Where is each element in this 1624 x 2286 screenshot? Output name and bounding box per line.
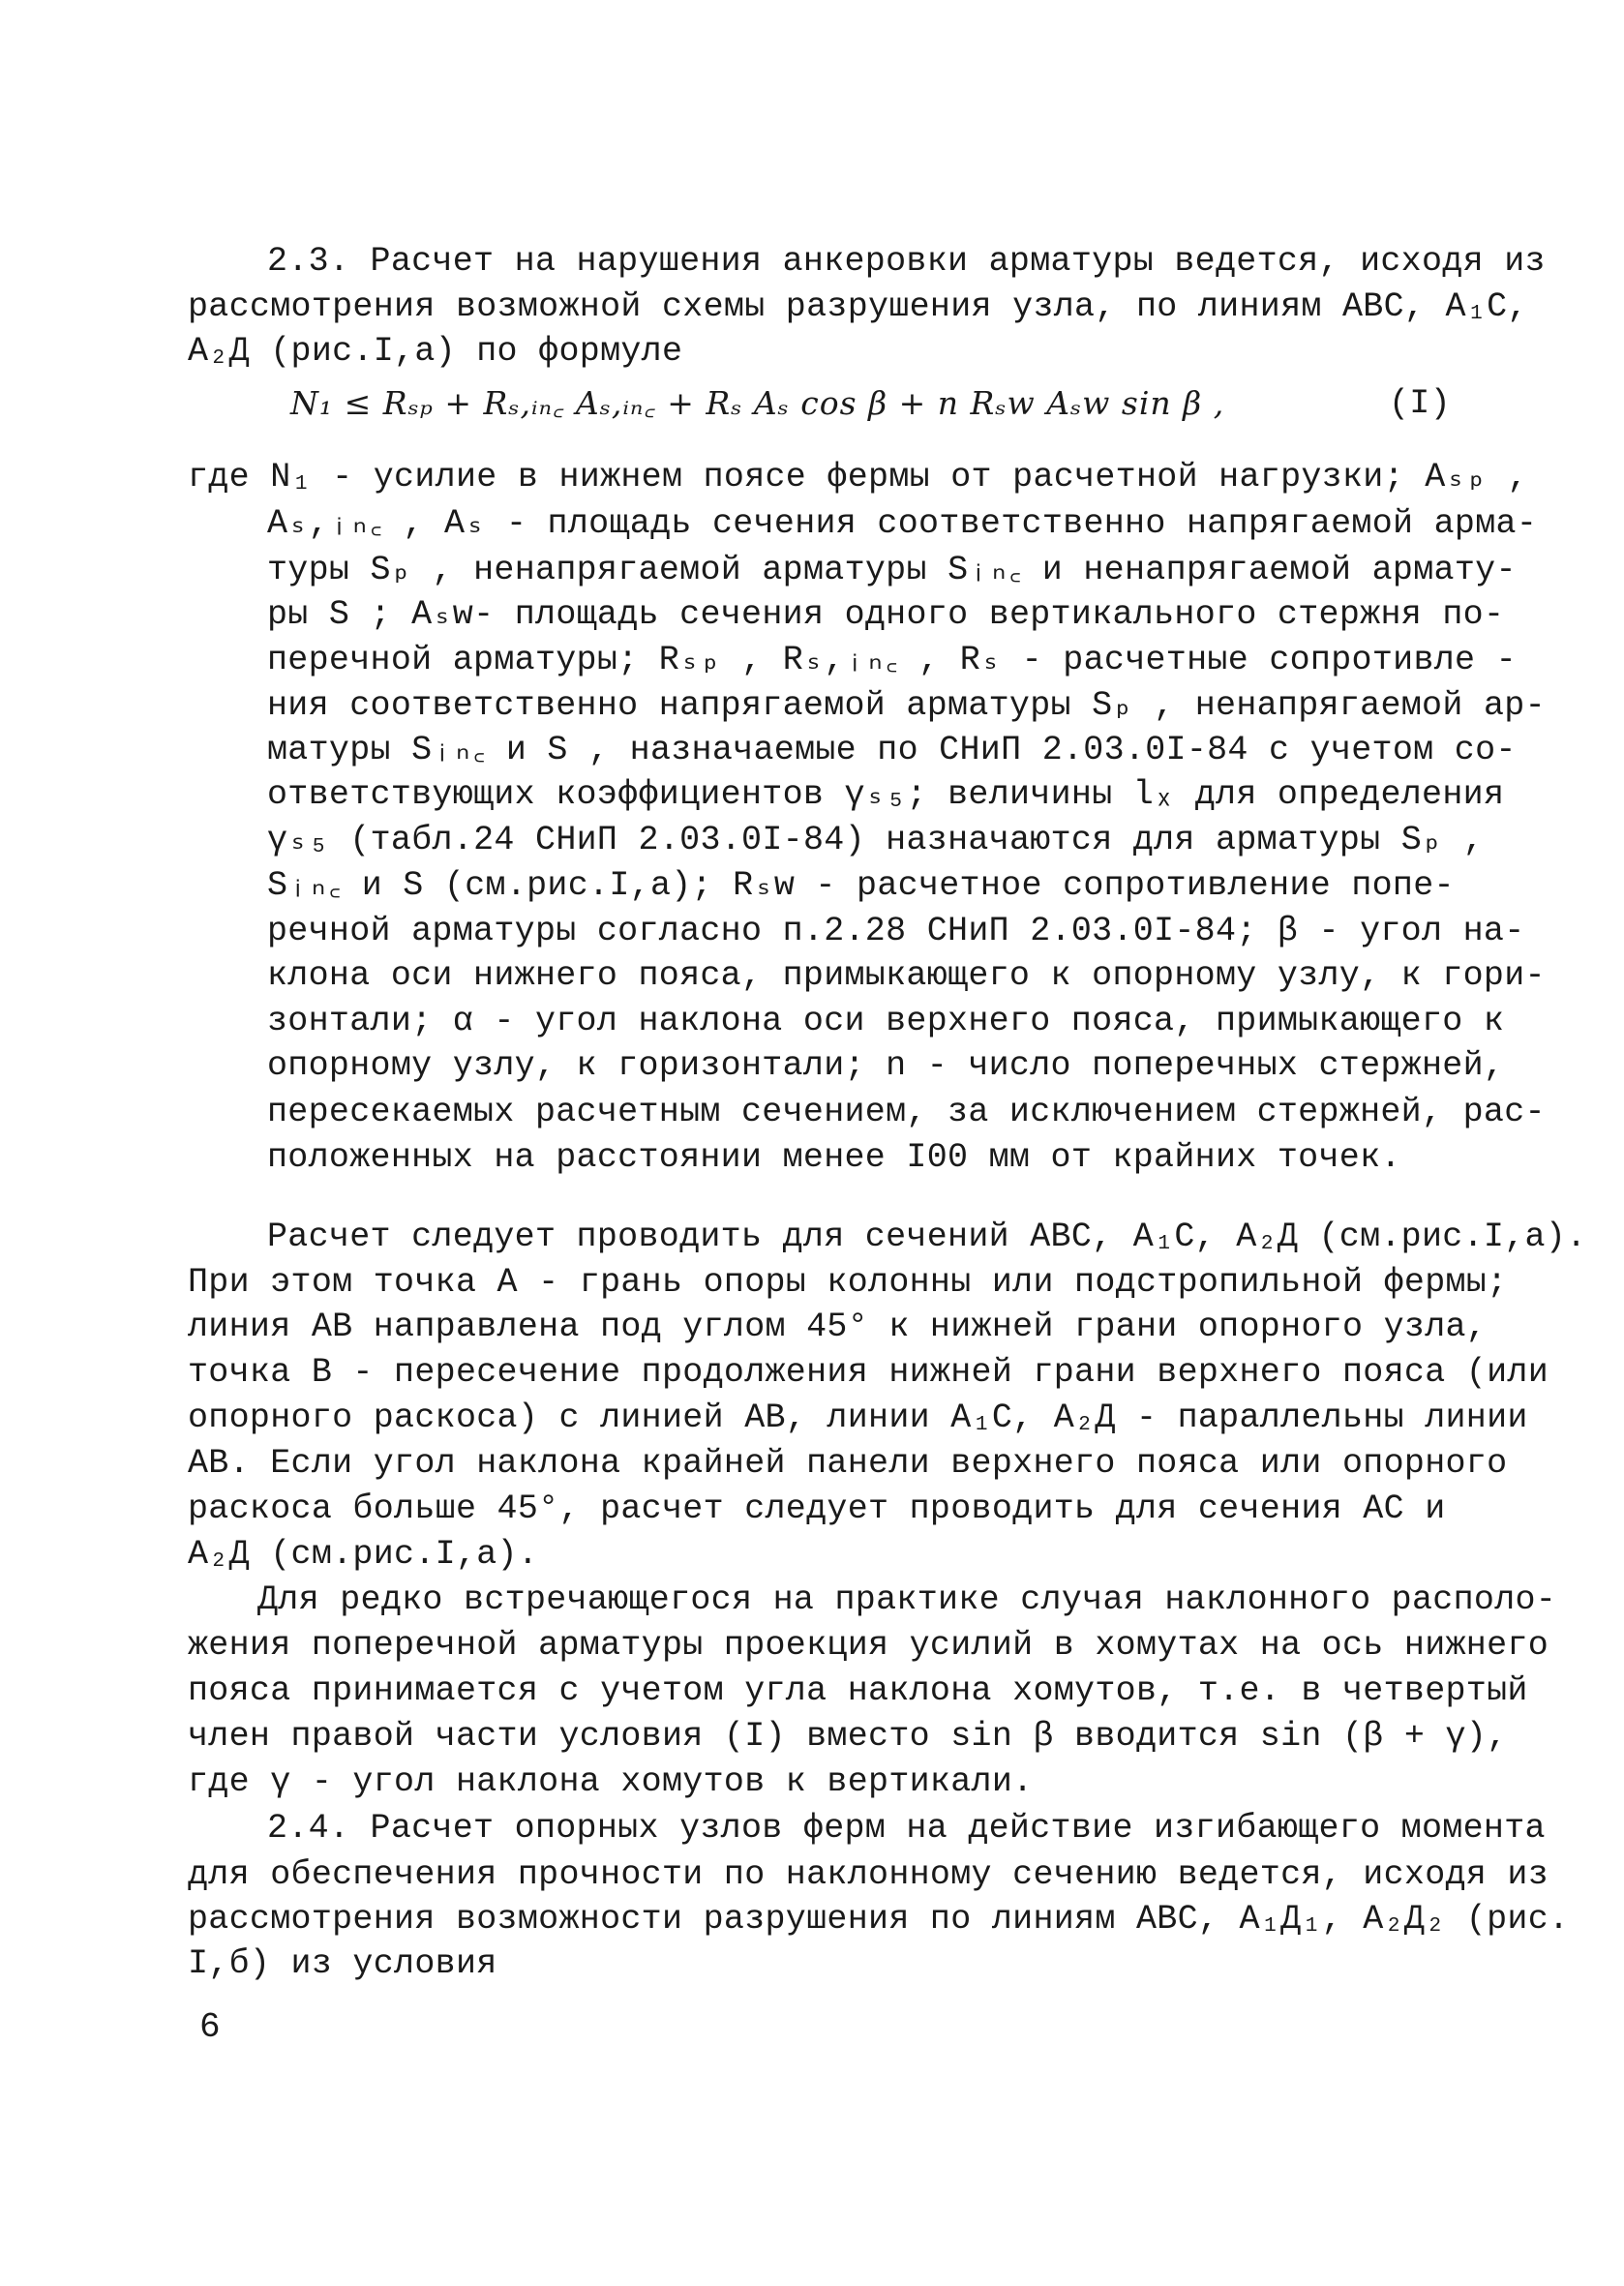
paragraph-2-line-9: γₛ₅ (табл.24 СНиП 2.03.0I-84) назначаются для арматуры Sₚ , <box>267 821 1485 859</box>
paragraph-5-line-4: I,б) из условия <box>188 1944 497 1983</box>
paragraph-2-line-14: опорному узлу, к горизонтали; n - число поперечных стержней, <box>267 1046 1505 1085</box>
paragraph-3-line-7: раскоса больше 45°, расчет следует проводить для сечения АС и <box>188 1489 1446 1528</box>
paragraph-3-line-4: точка В - пересечение продолжения нижней грани верхнего пояса (или <box>188 1353 1549 1392</box>
paragraph-5-line-3: рассмотрения возможности разрушения по линиям АВС, А₁Д₁, А₂Д₂ (рис. <box>188 1900 1570 1939</box>
paragraph-2-line-7: матуры Sᵢₙ꜀ и S , назначаемые по СНиП 2.03.0I-84 с учетом со- <box>267 731 1517 769</box>
page-number: 6 <box>199 2007 221 2047</box>
paragraph-3-line-2: При этом точка А - грань опоры колонны или подстропильной фермы; <box>188 1263 1508 1302</box>
paragraph-4-line-1: Для редко встречающегося на практике случая наклонного располо- <box>257 1580 1557 1619</box>
paragraph-4-line-5: где γ - угол наклона хомутов к вертикали. <box>188 1762 1034 1801</box>
paragraph-2-line-8: ответствующих коэффициентов γₛ₅; величины lₓ для определения <box>267 775 1505 814</box>
paragraph-3-line-3: линия АВ направлена под углом 45° к нижней грани опорного узла, <box>188 1308 1488 1346</box>
paragraph-2-line-12: клона оси нижнего пояса, примыкающего к опорному узлу, к гори- <box>267 956 1546 995</box>
paragraph-2-line-1: где N₁ - усилие в нижнем поясе фермы от расчетной нагрузки; Aₛₚ , <box>188 458 1528 496</box>
paragraph-2-line-15: пересекаемых расчетным сечением, за исключением стержней, рас- <box>267 1093 1546 1131</box>
paragraph-3-line-1: Расчет следует проводить для сечений АВС, А₁С, А₂Д (см.рис.I,а). <box>267 1218 1587 1256</box>
paragraph-2-line-13: зонтали; α - угол наклона оси верхнего пояса, примыкающего к <box>267 1002 1505 1040</box>
formula-1: N₁ ≤ Rₛₚ + Rₛ,ᵢₙ꜀ Aₛ,ᵢₙ꜀ + Rₛ Aₛ cos β + n Rₛw Aₛw sin β , <box>290 384 1225 422</box>
paragraph-1-line-3: А₂Д (рис.I,а) по формуле <box>188 332 683 371</box>
paragraph-2-line-6: ния соответственно напрягаемой арматуры Sₚ , ненапрягаемой ар- <box>267 686 1546 725</box>
paragraph-3-line-8: А₂Д (см.рис.I,а). <box>188 1535 539 1574</box>
paragraph-2-line-10: Sᵢₙ꜀ и S (см.рис.I,а); Rₛw - расчетное сопротивление попе- <box>267 866 1455 905</box>
paragraph-5-line-2: для обеспечения прочности по наклонному сечению ведется, исходя из <box>188 1855 1549 1894</box>
paragraph-5-line-1: 2.4. Расчет опорных узлов ферм на действие изгибающего момента <box>267 1809 1546 1848</box>
paragraph-4-line-2: жения поперечной арматуры проекция усилий в хомутах на ось нижнего <box>188 1626 1549 1665</box>
paragraph-1-line-2: рассмотрения возможной схемы разрушения узла, по линиям АВС, А₁С, <box>188 287 1528 326</box>
paragraph-2-line-3: туры Sₚ , ненапрягаемой арматуры Sᵢₙ꜀ и ненапрягаемой армату- <box>267 551 1517 589</box>
paragraph-4-line-3: пояса принимается с учетом угла наклона хомутов, т.е. в четвертый <box>188 1671 1528 1710</box>
paragraph-1-line-1: 2.3. Расчет на нарушения анкеровки арматуры ведется, исходя из <box>267 242 1546 281</box>
paragraph-3-line-6: АВ. Если угол наклона крайней панели верхнего пояса или опорного <box>188 1444 1508 1483</box>
formula-number: (I) <box>1389 384 1451 423</box>
paragraph-2-line-5: перечной арматуры; Rₛₚ , Rₛ,ᵢₙ꜀ , Rₛ - расчетные сопротивле - <box>267 641 1517 679</box>
paragraph-3-line-5: опорного раскоса) с линией АВ, линии А₁С, А₂Д - параллельны линии <box>188 1399 1528 1437</box>
paragraph-4-line-4: член правой части условия (I) вместо sin β вводится sin (β + γ), <box>188 1717 1508 1756</box>
paragraph-2-line-4: ры S ; Aₛw- площадь сечения одного вертикального стержня по- <box>267 595 1505 634</box>
paragraph-2-line-16: положенных на расстоянии менее I00 мм от крайних точек. <box>267 1138 1401 1177</box>
paragraph-2-line-11: речной арматуры согласно п.2.28 СНиП 2.03.0I-84; β - угол на- <box>267 912 1525 950</box>
paragraph-2-line-2: Aₛ,ᵢₙ꜀ , Aₛ - площадь сечения соответственно напрягаемой арма- <box>267 504 1538 543</box>
